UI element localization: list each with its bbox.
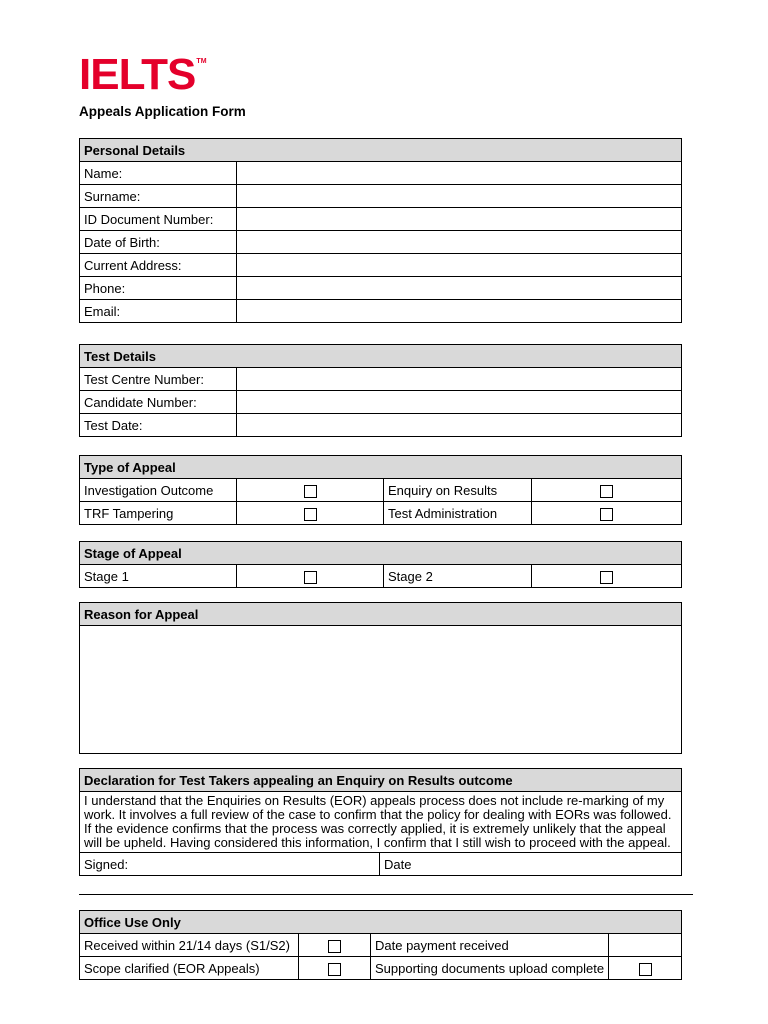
- supporting-documents-label: Supporting documents upload complete: [371, 957, 609, 980]
- reason-for-appeal-textarea[interactable]: [80, 626, 682, 754]
- received-within-label: Received within 21/14 days (S1/S2): [80, 934, 299, 957]
- declaration-text: I understand that the Enquiries on Results (EOR) appeals process does not include re-marking of my work. It involves a full review of the case to confirm that the policy for dealing with EORs was followed. If the evidence confirms that the process was correctly applied, it is extremely unlikely that the appeal will be upheld. Having considered this information, I confirm that I still wish to proceed with the appeal.: [80, 792, 682, 853]
- office-use-section: [79, 910, 682, 980]
- phone-field[interactable]: [237, 277, 682, 300]
- test-date-label: Test Date:: [80, 414, 237, 437]
- candidate-number-field[interactable]: [237, 391, 682, 414]
- stage-2-checkbox[interactable]: [600, 571, 613, 584]
- declaration-header: Declaration for Test Takers appealing an Enquiry on Results outcome: [80, 769, 682, 792]
- received-within-checkbox[interactable]: [328, 940, 341, 953]
- office-use-header: Office Use Only: [80, 911, 682, 934]
- personal-details-header: Personal Details: [80, 139, 682, 162]
- stage-of-appeal-header: Stage of Appeal: [80, 542, 682, 565]
- email-field[interactable]: [237, 300, 682, 323]
- ielts-logo: [79, 50, 207, 99]
- candidate-number-label: Candidate Number:: [80, 391, 237, 414]
- date-of-birth-label: Date of Birth:: [80, 231, 237, 254]
- phone-label: Phone:: [80, 277, 237, 300]
- stage-of-appeal-section: [79, 541, 682, 588]
- test-administration-checkbox[interactable]: [600, 508, 613, 521]
- logo-trademark: TM: [196, 58, 207, 65]
- test-details-section: [79, 344, 682, 437]
- name-field[interactable]: [237, 162, 682, 185]
- type-of-appeal-header: Type of Appeal: [80, 456, 682, 479]
- enquiry-on-results-label: Enquiry on Results: [384, 479, 532, 502]
- date-of-birth-field[interactable]: [237, 231, 682, 254]
- current-address-label: Current Address:: [80, 254, 237, 277]
- declaration-date-field[interactable]: Date: [380, 853, 682, 876]
- divider: [79, 894, 693, 895]
- stage-1-checkbox[interactable]: [304, 571, 317, 584]
- scope-clarified-label: Scope clarified (EOR Appeals): [80, 957, 299, 980]
- name-label: Name:: [80, 162, 237, 185]
- scope-clarified-checkbox[interactable]: [328, 963, 341, 976]
- trf-tampering-label: TRF Tampering: [80, 502, 237, 525]
- stage-1-label: Stage 1: [80, 565, 237, 588]
- type-of-appeal-section: [79, 455, 682, 525]
- date-payment-received-label: Date payment received: [371, 934, 609, 957]
- reason-for-appeal-header: Reason for Appeal: [80, 603, 682, 626]
- trf-tampering-checkbox[interactable]: [304, 508, 317, 521]
- supporting-documents-checkbox[interactable]: [639, 963, 652, 976]
- test-centre-number-label: Test Centre Number:: [80, 368, 237, 391]
- reason-for-appeal-section: [79, 602, 682, 754]
- id-document-label: ID Document Number:: [80, 208, 237, 231]
- test-date-field[interactable]: [237, 414, 682, 437]
- test-details-header: Test Details: [80, 345, 682, 368]
- logo-text: IELTS: [79, 50, 196, 99]
- test-centre-number-field[interactable]: [237, 368, 682, 391]
- stage-2-label: Stage 2: [384, 565, 532, 588]
- enquiry-on-results-checkbox[interactable]: [600, 485, 613, 498]
- form-title: Appeals Application Form: [79, 104, 246, 119]
- surname-field[interactable]: [237, 185, 682, 208]
- test-administration-label: Test Administration: [384, 502, 532, 525]
- id-document-field[interactable]: [237, 208, 682, 231]
- investigation-outcome-checkbox[interactable]: [304, 485, 317, 498]
- current-address-field[interactable]: [237, 254, 682, 277]
- investigation-outcome-label: Investigation Outcome: [80, 479, 237, 502]
- email-label: Email:: [80, 300, 237, 323]
- date-payment-received-field[interactable]: [609, 934, 682, 957]
- surname-label: Surname:: [80, 185, 237, 208]
- signed-field[interactable]: Signed:: [80, 853, 380, 876]
- personal-details-section: [79, 138, 682, 323]
- declaration-section: [79, 768, 682, 876]
